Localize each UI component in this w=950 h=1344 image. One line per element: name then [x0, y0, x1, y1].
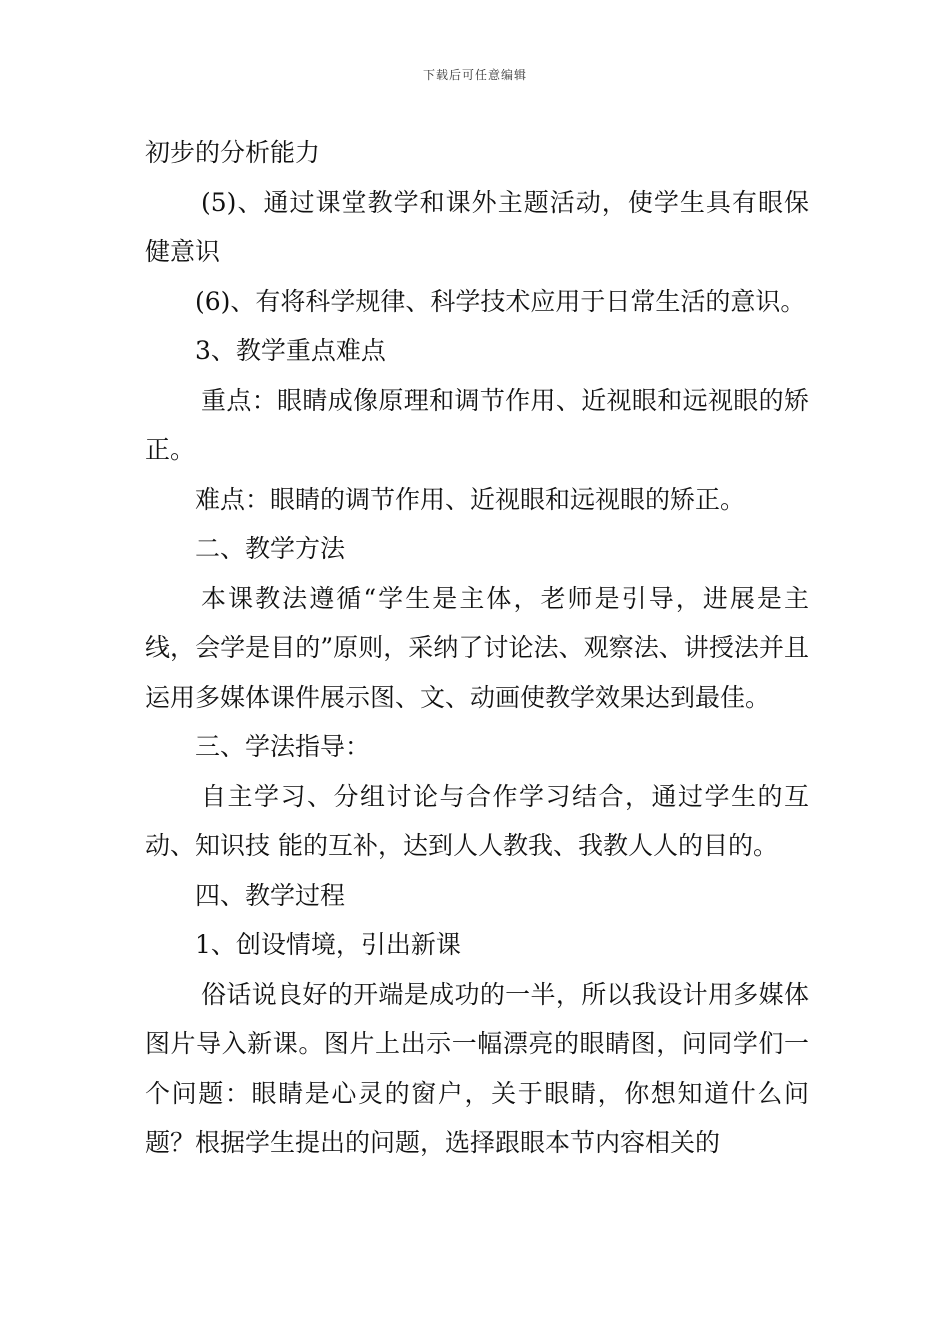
page-header: 下载后可任意编辑 [422, 68, 527, 82]
paragraph: 难点：眼睛的调节作用、近视眼和远视眼的矫正。 [195, 484, 746, 514]
paragraph: 俗话说良好的开端是成功的一半，所以我设计用多媒体图片导入新课。图片上出示一幅漂亮的眼睛图，问同学们一个问题：眼睛是心灵的窗户，关于眼睛，你想知道什么问题？根据学生提出的问题，选择跟眼本节内容相关的 [145, 979, 809, 1157]
section-heading: 二、教学方法 [195, 534, 346, 563]
paragraph: 自主学习、分组讨论与合作学习结合，通过学生的互动、知识技 能的互补，达到人人教我、我教人人的目的。 [145, 781, 809, 860]
paragraph: (6)、有将科学规律、科学技术应用于日常生活的意识。 [195, 286, 806, 316]
section-heading: 三、学法指导： [195, 732, 371, 761]
paragraph: 重点：眼睛成像原理和调节作用、近视眼和远视眼的矫正。 [145, 385, 809, 464]
paragraph: 本课教法遵循“学生是主体，老师是引导，进展是主线，会学是目的”原则，采纳了讨论法、观察法、讲授法并且运用多媒体课件展示图、文、动画使教学效果达到最佳。 [145, 583, 809, 712]
paragraph: 初步的分析能力 [145, 138, 321, 167]
section-heading: 3、教学重点难点 [195, 336, 386, 365]
section-heading: 1、创设情境，引出新课 [195, 930, 461, 959]
section-heading: 四、教学过程 [195, 880, 346, 910]
document-body [145, 128, 809, 1168]
paragraph: (5)、通过课堂教学和课外主题活动，使学生具有眼保健意识 [145, 187, 809, 266]
